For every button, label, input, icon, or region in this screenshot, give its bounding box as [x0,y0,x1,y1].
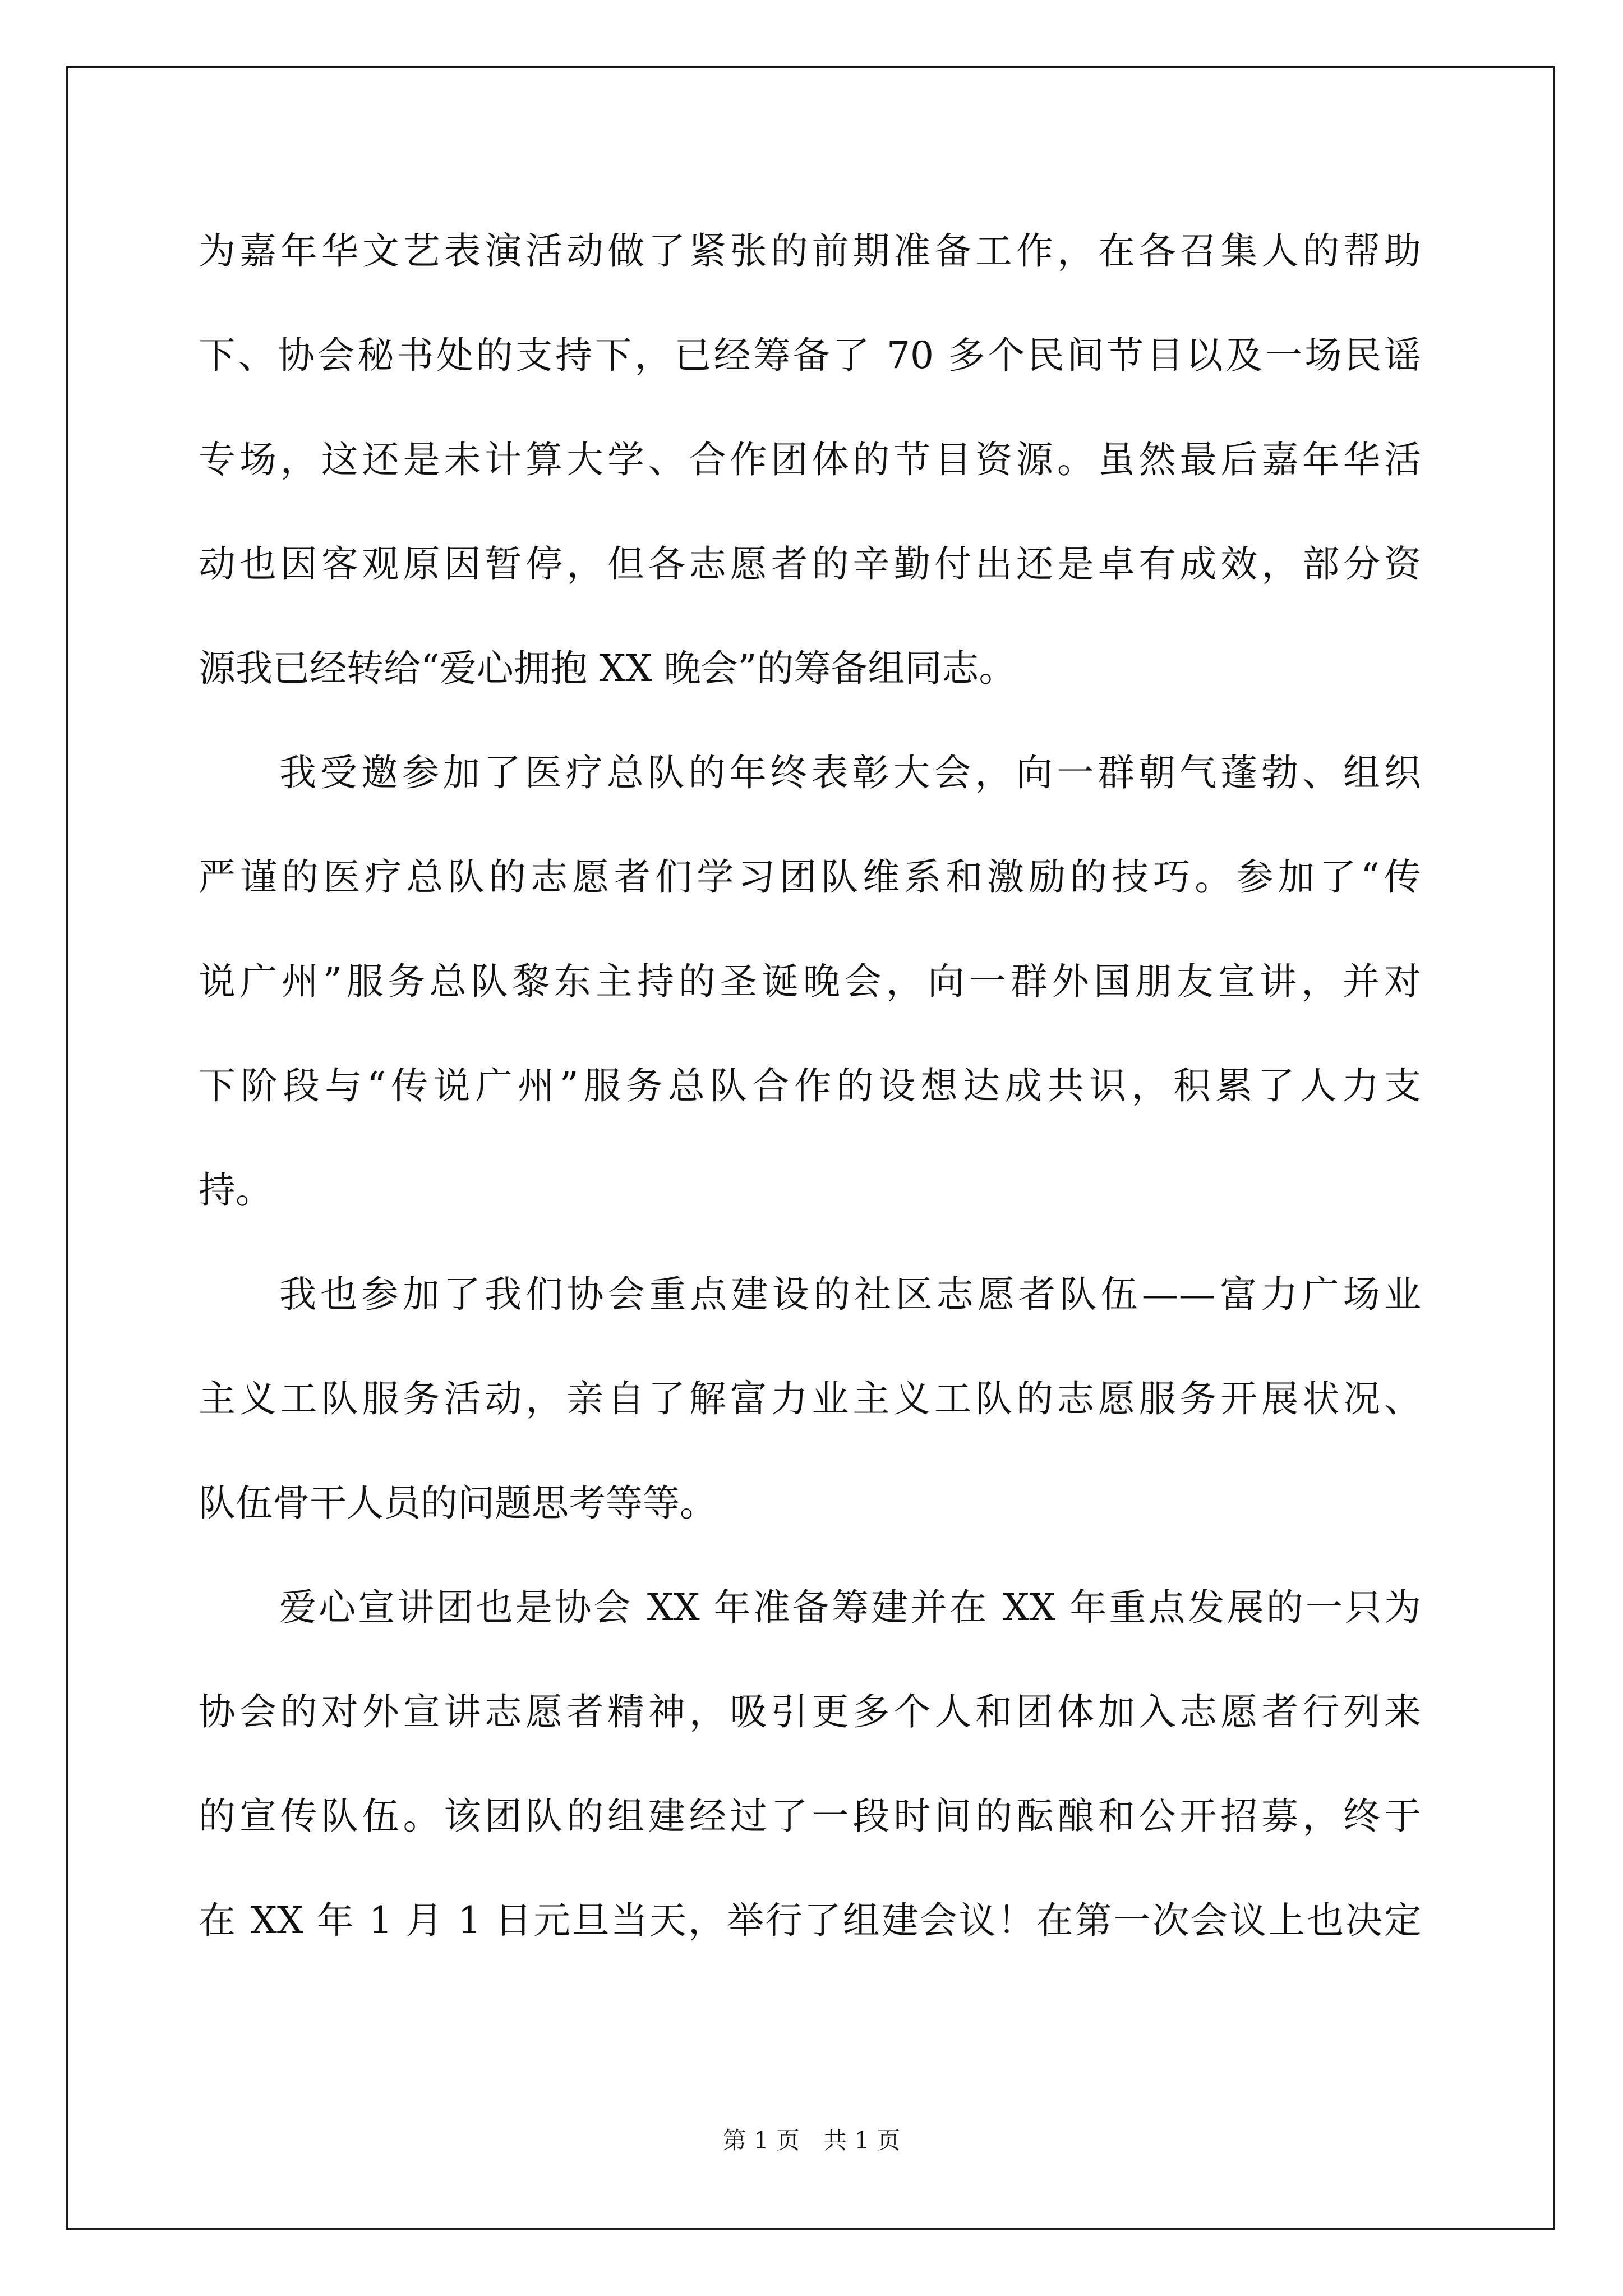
paragraph [199,1556,1421,1973]
page-number: 第 1 页 共 1 页 [722,2127,901,2154]
text-line: 动也因客观原因暂停，但各志愿者的辛勤付出还是卓有成效，部分资 [199,542,1421,586]
text-line: 源我已经转给“爱心拥抱 XX 晚会”的筹备组同志。 [199,647,1016,690]
text-line: 说广州”服务总队黎东主持的圣诞晚会，向一群外国朋友宣讲，并对 [199,960,1421,1003]
text-line: 队伍骨干人员的问题思考等等。 [199,1481,717,1525]
paragraph [199,1243,1421,1556]
document-body [199,199,1421,1973]
text-line: 爱心宣讲团也是协会 XX 年准备筹建并在 XX 年重点发展的一只为 [279,1586,1421,1629]
page-footer [0,2124,1623,2157]
text-line: 的宣传队伍。该团队的组建经过了一段时间的酝酿和公开招募，终于 [199,1795,1421,1838]
text-line: 下阶段与“传说广州”服务总队合作的设想达成共识，积累了人力支 [199,1064,1421,1107]
text-line: 持。 [199,1168,273,1212]
text-line: 在 XX 年 1 月 1 日元旦当天，举行了组建会议！在第一次会议上也决定 [199,1899,1421,1942]
paragraph [199,721,1421,1243]
text-line: 下、协会秘书处的支持下，已经筹备了 70 多个民间节目以及一场民谣 [199,334,1421,377]
text-line: 协会的对外宣讲志愿者精神，吸引更多个人和团体加入志愿者行列来 [199,1690,1421,1733]
text-line: 严谨的医疗总队的志愿者们学习团队维系和激励的技巧。参加了“传 [199,855,1421,899]
text-line: 我也参加了我们协会重点建设的社区志愿者队伍——富力广场业 [279,1273,1421,1316]
text-line: 主义工队服务活动，亲自了解富力业主义工队的志愿服务开展状况、 [199,1377,1421,1420]
text-line: 我受邀参加了医疗总队的年终表彰大会，向一群朝气蓬勃、组织 [279,751,1421,794]
text-line: 专场，这还是未计算大学、合作团体的节目资源。虽然最后嘉年华活 [199,438,1421,481]
text-line: 为嘉年华文艺表演活动做了紧张的前期准备工作，在各召集人的帮助 [199,229,1421,273]
paragraph [199,199,1421,721]
